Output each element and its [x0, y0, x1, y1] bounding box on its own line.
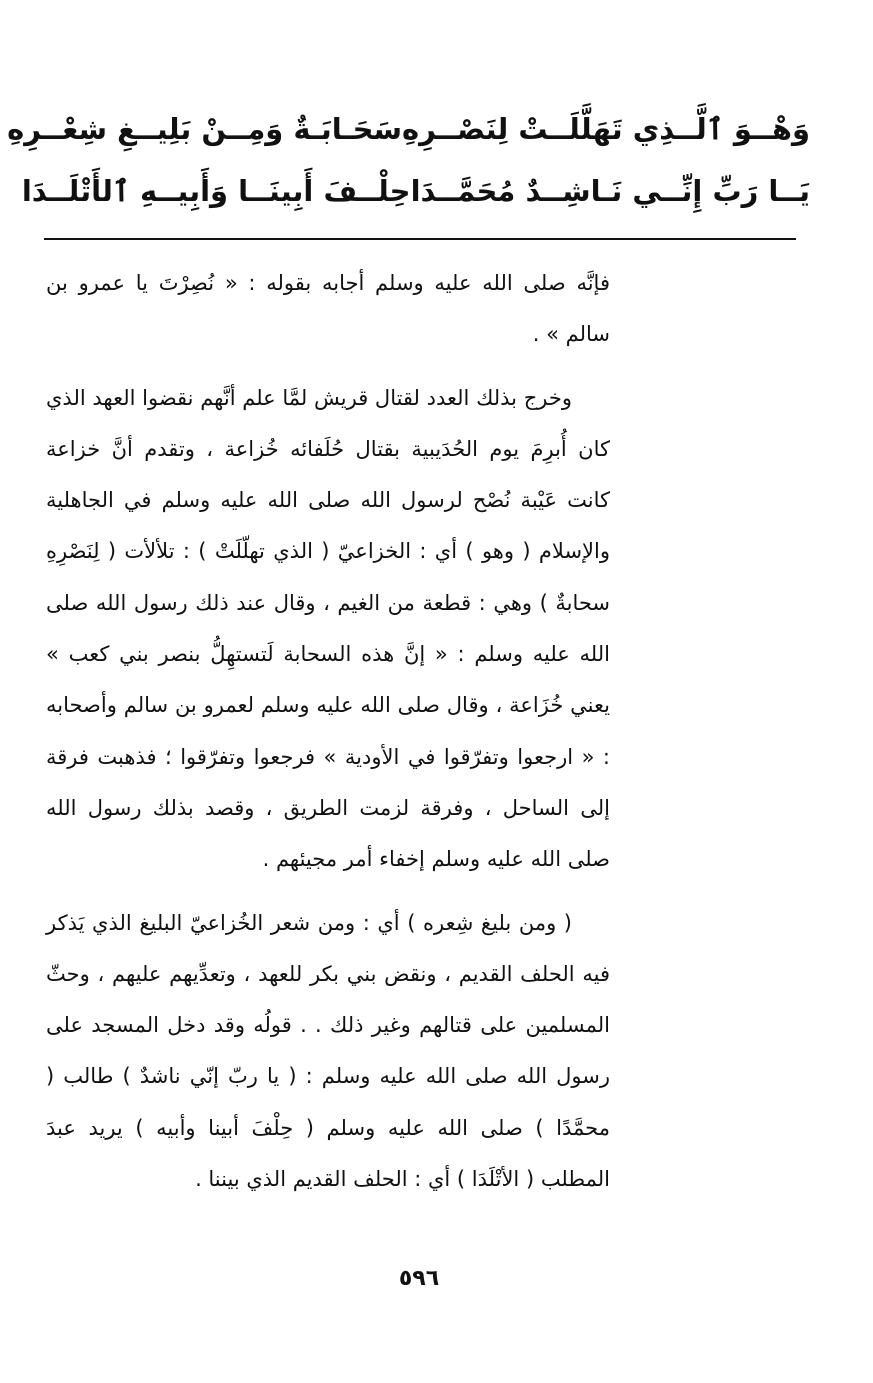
verse-line-2: [21, 160, 810, 222]
paragraph-1: فإنَّه صلى الله عليه وسلم أجابه بقوله : « نُصِرْتَ يا عمرو بن سالم » .: [46, 271, 610, 347]
commentary-text: [46, 258, 610, 1205]
verse-1-second-hemistich: سَحَـابَـةٌ وَمِــنْ بَلِيــغِ شِعْــرِهِ: [7, 112, 403, 146]
verse-1-first-hemistich: وَهْــوَ ٱلَّــذِي تَهَلَّلَــتْ لِنَصْــرِهِ: [402, 112, 810, 146]
verse-line-1: [7, 98, 810, 160]
paragraph-3: ( ومن بليغ شِعره ) أي : ومن شعر الخُزاعيّ البليغ الذي يَذكر فيه الحلف القديم ، ونقض بني بكر للعهد ، وتعدِّيهم عليهم ، وحثّ المسلمين على قتالهم وغير ذلك . . قولُه وقد دخل المسجد على رسول الله صلى الله عليه وسلم : ( يا ربّ إنّي ناشدٌ ) طالب ( محمَّدًا ) صلى الله عليه وسلم ( حِلْفَ أبينا وأبيه ) يريد عبدَ المطلب ( الأتْلَدَا ) أي : الحلف القديم الذي بيننا .: [46, 910, 610, 1192]
paragraph-2: وخرج بذلك العدد لقتال قريش لمَّا علم أنَّهم نقضوا العهد الذي كان أُبرِمَ يوم الحُدَيبية بقتال حُلَفائه خُزاعة ، وتقدم أنَّ خزاعة كانت عَيْبة نُصْح لرسول الله صلى الله عليه وسلم في الجاهلية والإسلام ( وهو ) أي : الخزاعيّ ( الذي تهلّلَتْ ) : تلألأت ( لِنَصْرِهِ سحابةٌ ) وهي : قطعة من الغيم ، وقال عند ذلك رسول الله صلى الله عليه وسلم : « إنَّ هذه السحابة لَتستهِلُّ بنصر بني كعب » يعني خُزَاعة ، وقال صلى الله عليه وسلم لعمرو بن سالم وأصحابه : « ارجعوا وتفرّقوا في الأودية » فرجعوا وتفرّقوا ؛ فذهبت فرقة إلى الساحل ، وفرقة لزمت الطريق ، وقصد بذلك رسول الله صلى الله عليه وسلم إخفاء أمر مجيئهم .: [46, 385, 610, 872]
page-number: ٥٩٦: [398, 1266, 440, 1291]
poem-verses: [7, 98, 810, 222]
verse-2-first-hemistich: يَــا رَبِّ إِنِّــي نَـاشِــدٌ مُحَمَّــدَا: [410, 174, 810, 208]
verse-2-second-hemistich: حِلْــفَ أَبِينَــا وَأَبِيــهِ ٱلأَتْلَــدَا: [21, 174, 411, 208]
separator-rule: [44, 238, 796, 240]
